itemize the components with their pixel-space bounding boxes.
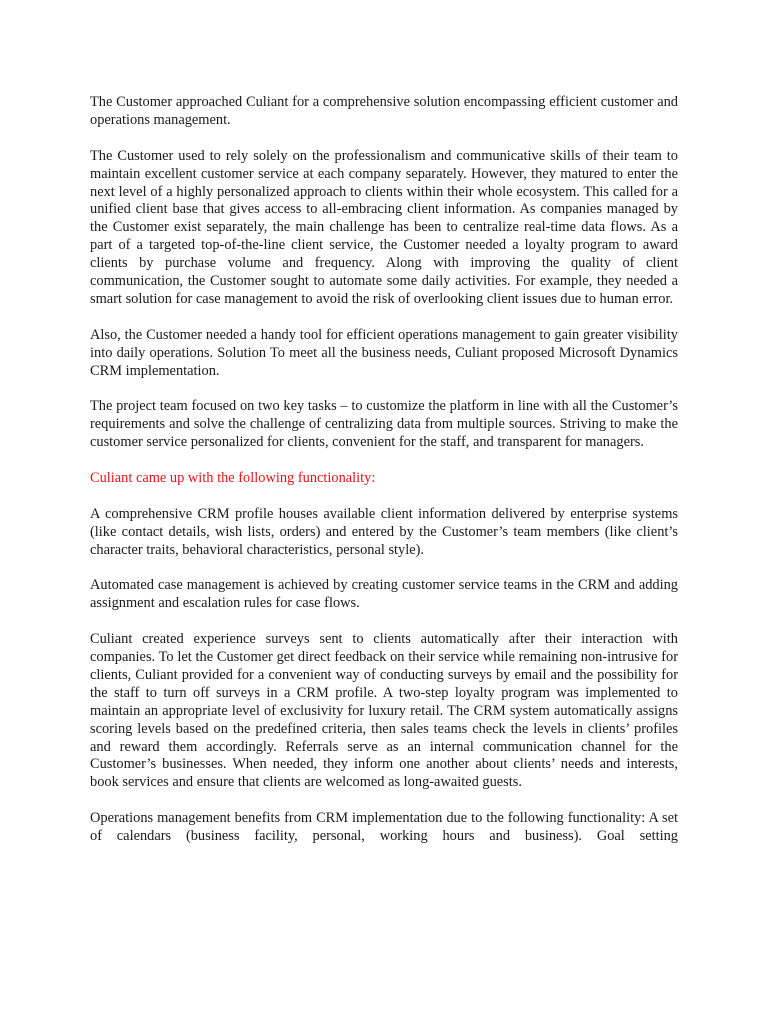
case-management-paragraph: Automated case management is achieved by creating customer service teams in the CRM and adding assignment and escalation rules for case flows. [90,577,678,612]
surveys-paragraph: Culiant created experience surveys sent to clients automatically after their interaction with companies. To let the Customer get direct feedback on their service while remaining non-intrusive for clients, Culiant provided for a convenient way of conducting surveys by email and the possibility for the staff to turn off surveys in a CRM profile. A two-step loyalty program was implemented to maintain an appropriate level of exclusivity for luxury retail. The CRM system automatically assigns scoring levels based on the predefined criteria, then sales teams check the levels in clients’ profiles and reward them accordingly. Referrals serve as an internal communication channel for the Customer’s businesses. When needed, they inform one another about clients’ needs and interests, book services and ensure that clients are welcomed as long-awaited guests. [90,631,678,791]
functionality-heading: Culiant came up with the following functionality: [90,469,376,486]
operations-management-paragraph: Operations management benefits from CRM implementation due to the following functionality: A set of calendars (business facility, personal, working hours and business). Goal setting [90,810,678,845]
background-paragraph: The Customer used to rely solely on the professionalism and communicative skills of their team to maintain excellent customer service at each company separately. However, they matured to enter the next level of a highly personalized approach to clients within their whole ecosystem. This called for a unified client base that gives access to all-embracing client information. As companies managed by the Customer exist separately, the main challenge has been to centralize real-time data flows. As a part of a targeted top-of-the-line client service, the Customer needed a loyalty program to award clients by purchase volume and frequency. Along with improving the quality of client communication, the Customer sought to automate some daily activities. For example, they needed a smart solution for case management to avoid the risk of overlooking client issues due to human error. [90,147,678,307]
document-body [90,94,678,846]
operations-paragraph: Also, the Customer needed a handy tool for efficient operations management to gain greater visibility into daily operations. Solution To meet all the business needs, Culiant proposed Microsoft Dynamics CRM implementation. [90,326,678,379]
intro-paragraph: The Customer approached Culiant for a comprehensive solution encompassing efficient customer and operations management. [90,94,678,128]
crm-profile-paragraph: A comprehensive CRM profile houses available client information delivered by enterprise systems (like contact details, wish lists, orders) and entered by the Customer’s team members (like client’s character traits, behavioral characteristics, personal style). [90,505,678,558]
project-team-paragraph: The project team focused on two key tasks – to customize the platform in line with all the Customer’s requirements and solve the challenge of centralizing data from multiple sources. Striving to make the customer service personalized for clients, convenient for the staff, and transparent for managers. [90,398,678,451]
